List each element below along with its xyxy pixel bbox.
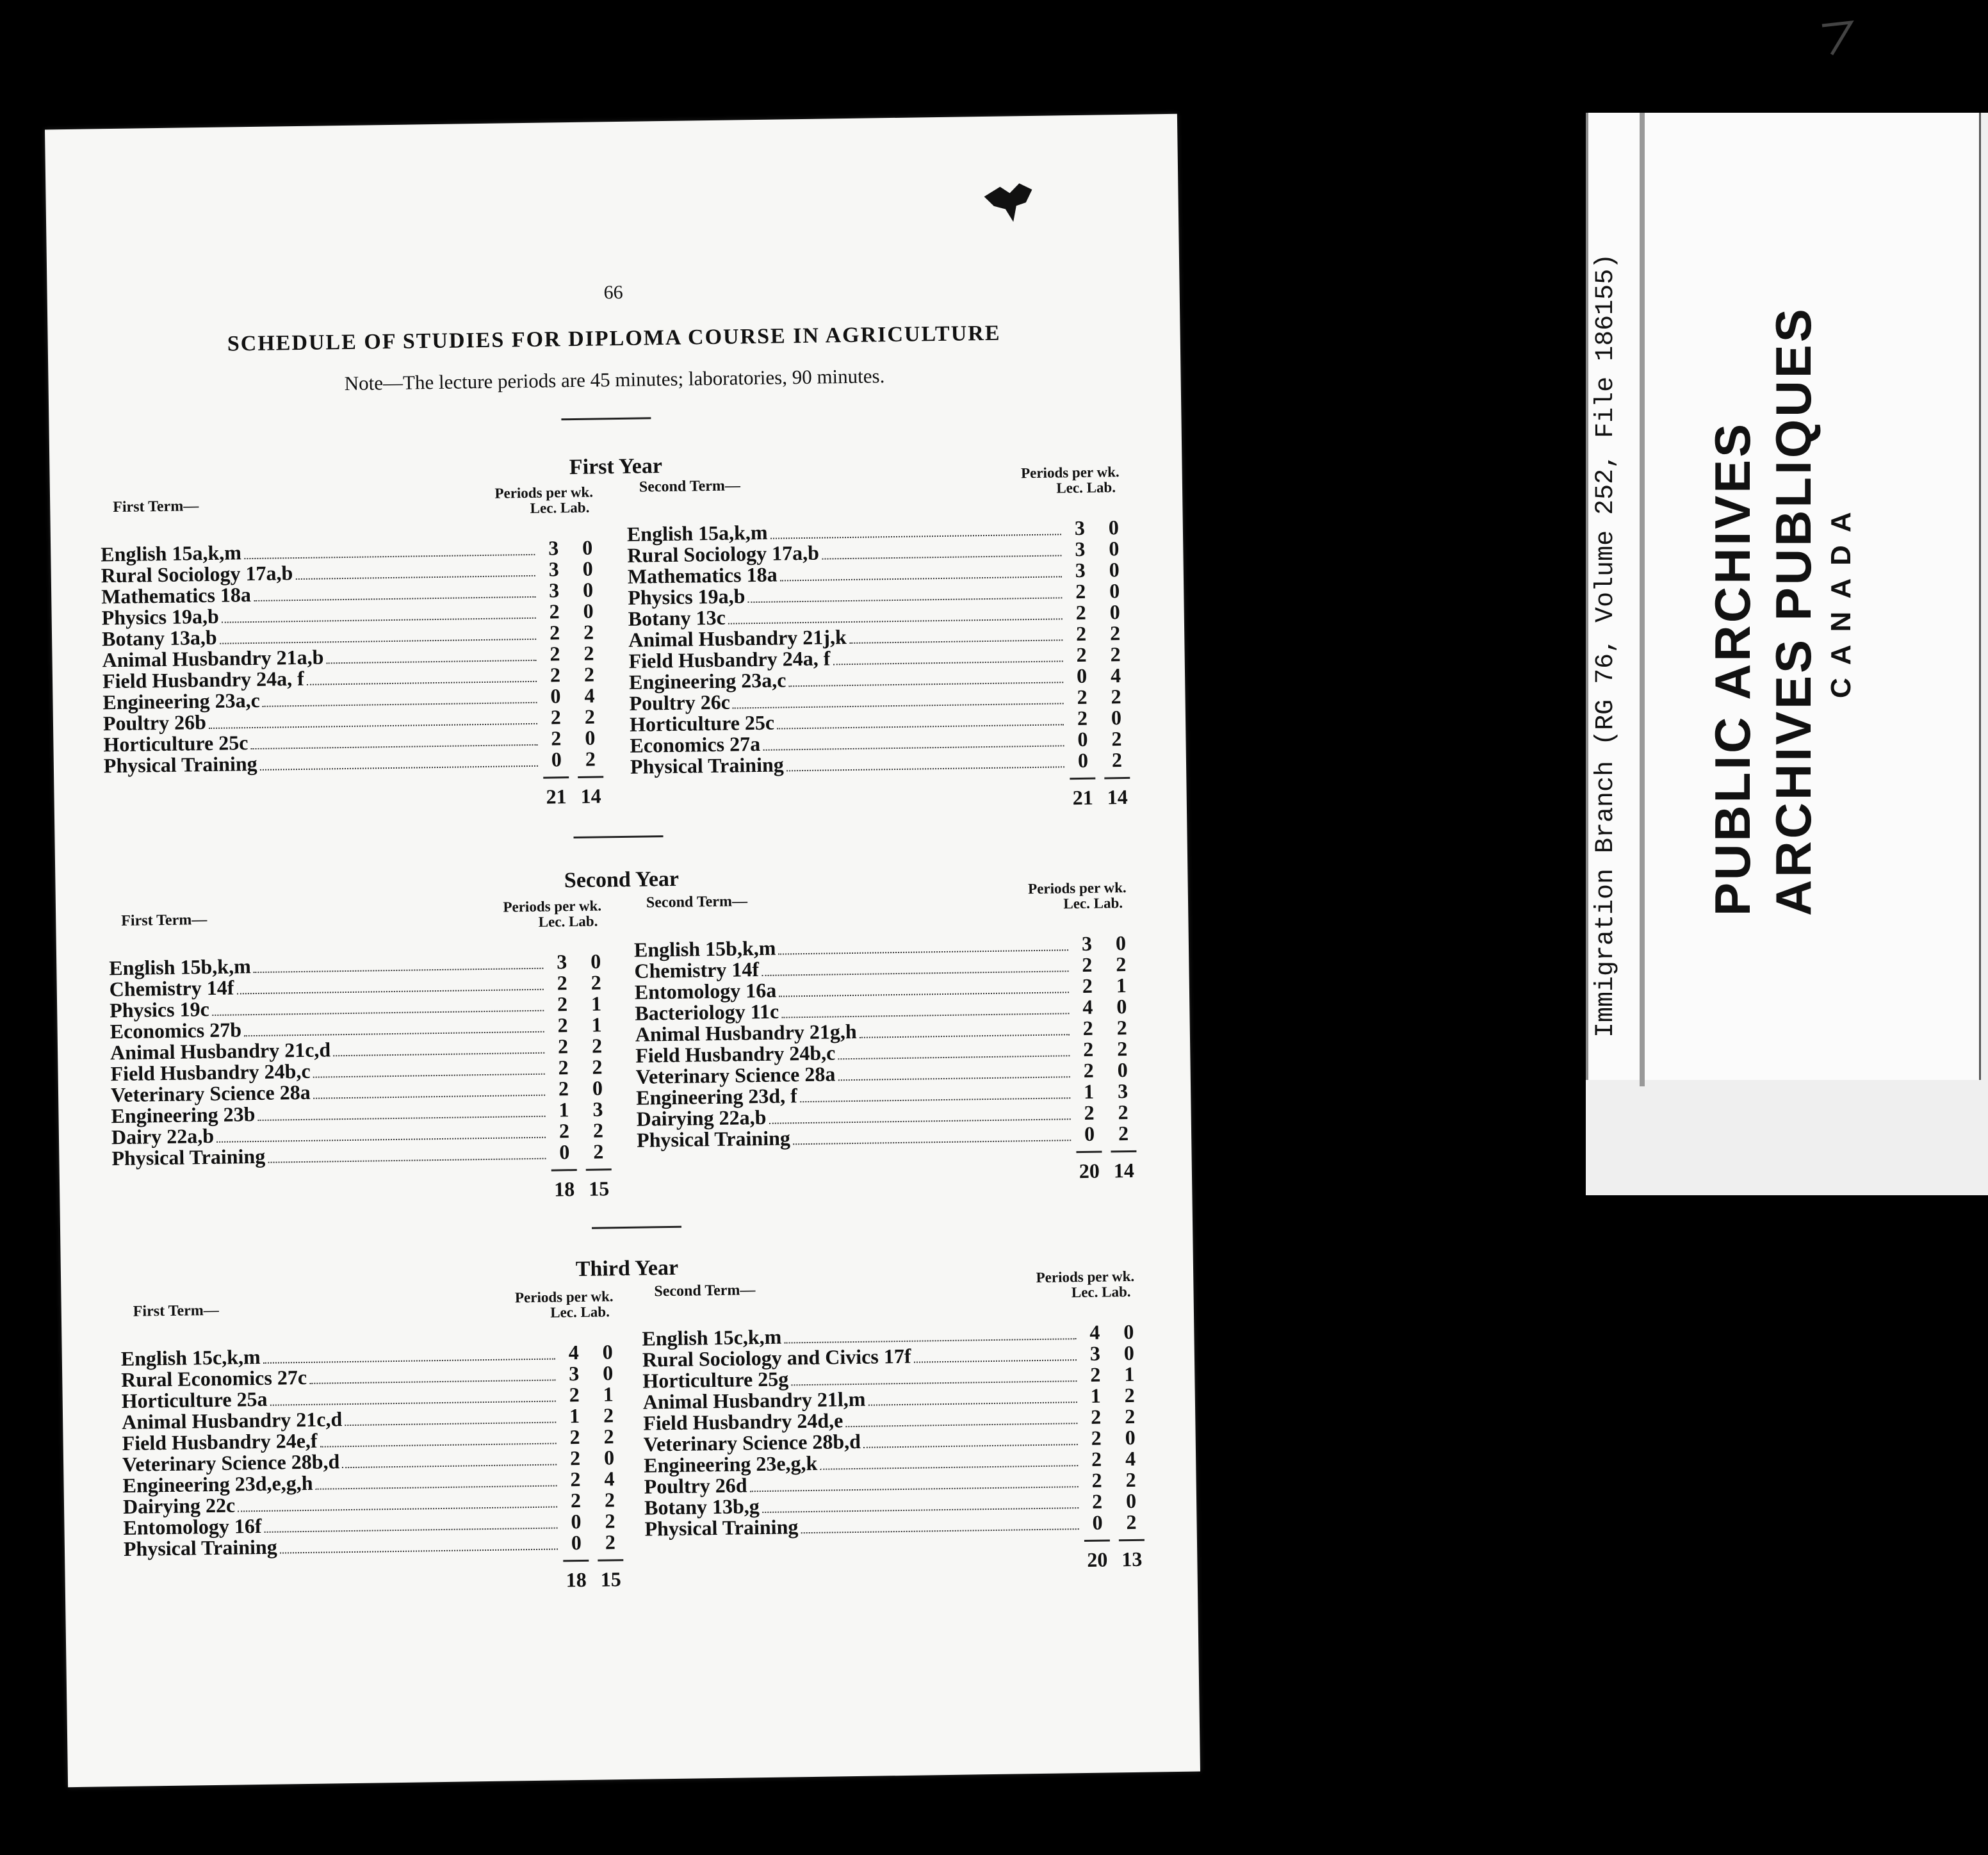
lecture-periods: 2	[1091, 1468, 1102, 1492]
periods-header: Periods per wk. Lec. Lab.	[1027, 879, 1127, 912]
subject-name: Rural Sociology 17a,b	[627, 541, 820, 567]
subject-list	[121, 1340, 630, 1598]
subject-name: Veterinary Science 28a	[110, 1080, 311, 1107]
lab-periods: 4	[1110, 664, 1121, 687]
lecture-periods: 2	[558, 1056, 569, 1079]
lecture-periods: 1	[569, 1404, 580, 1428]
subject-name: Field Husbandry 24b,c	[110, 1059, 311, 1086]
subject-name: Dairying 22c	[122, 1493, 236, 1518]
lab-periods: 2	[1111, 748, 1123, 772]
lab-periods: 0	[582, 557, 593, 580]
lab-periods: 0	[602, 1361, 614, 1385]
subject-name: Animal Husbandry 21c,d	[121, 1407, 343, 1434]
lecture-periods: 2	[551, 726, 562, 750]
lecture-periods: 3	[1075, 558, 1086, 582]
lecture-periods: 0	[1076, 664, 1088, 688]
subject-name: Engineering 23b	[111, 1102, 256, 1128]
lab-periods: 0	[1109, 537, 1120, 560]
lab-periods: 1	[1116, 974, 1127, 997]
periods-header: Periods per wk. Lec. Lab.	[503, 897, 602, 930]
term-column	[120, 1289, 630, 1598]
lecture-periods: 2	[557, 1013, 568, 1037]
subject-name: Physical Training	[111, 1144, 266, 1170]
lab-periods: 2	[583, 662, 595, 686]
lecture-periods: 2	[1090, 1362, 1101, 1386]
subject-name: English 15c,k,m	[642, 1325, 782, 1350]
lab-periods: 1	[1124, 1362, 1135, 1386]
lab-periods: 0	[583, 599, 594, 623]
subject-name: Engineering 23a,c	[628, 668, 786, 694]
subject-name: Engineering 23a,c	[102, 688, 261, 714]
term-column	[633, 880, 1144, 1189]
subject-name: Physical Training	[644, 1515, 799, 1540]
total-lecture: 18	[563, 1560, 589, 1592]
archive-reference: Immigration Branch (RG 76, Volume 252, File 186155)	[1592, 253, 1620, 1038]
term-label: First Term—	[121, 911, 208, 929]
lab-periods: 3	[1117, 1079, 1128, 1103]
year-title-first: First Year	[569, 454, 663, 480]
dot-leader	[280, 1549, 558, 1554]
subject-name: Field Husbandry 24a, f	[102, 666, 304, 693]
lecture-periods: 2	[1082, 1037, 1094, 1061]
lecture-periods: 2	[569, 1383, 580, 1407]
lecture-periods: 2	[1091, 1447, 1102, 1471]
subject-name: Mathematics 18a	[101, 583, 252, 609]
subject-name: Veterinary Science 28a	[635, 1062, 836, 1088]
lecture-periods: 2	[1077, 685, 1088, 709]
lab-periods: 2	[603, 1403, 614, 1427]
archive-name-french: ARCHIVES PUBLIQUES	[1765, 306, 1821, 916]
lab-periods: 0	[1111, 706, 1122, 730]
lecture-periods: 3	[568, 1362, 580, 1385]
lab-periods: 0	[1108, 516, 1120, 539]
lecture-periods: 0	[550, 684, 561, 708]
subject-name: English 15c,k,m	[120, 1344, 261, 1370]
subject-name: Horticulture 25a	[121, 1387, 268, 1412]
dot-leader	[793, 1140, 1071, 1145]
total-lecture: 20	[1084, 1539, 1111, 1572]
total-lecture: 18	[551, 1169, 578, 1202]
term-label: First Term—	[133, 1302, 219, 1320]
subject-name: Veterinary Science 28b,d	[122, 1450, 340, 1476]
lecture-periods: 2	[1090, 1405, 1102, 1428]
lab-periods: 2	[585, 747, 596, 771]
dot-leader	[342, 1464, 557, 1469]
divider	[592, 1226, 681, 1229]
lecture-periods: 2	[1084, 1100, 1095, 1124]
subject-name: Poultry 26d	[644, 1473, 747, 1498]
subject-name: Mathematics 18a	[627, 562, 778, 588]
lab-periods: 0	[582, 535, 593, 559]
lecture-periods: 0	[559, 1140, 570, 1164]
lab-periods: 2	[1116, 1016, 1128, 1040]
dot-leader	[268, 1158, 546, 1163]
lab-periods: 2	[604, 1488, 615, 1512]
subject-name: English 15b,k,m	[109, 954, 251, 980]
lecture-periods: 2	[1082, 952, 1093, 976]
lab-periods: 2	[1110, 642, 1121, 666]
dot-leader	[849, 639, 1063, 644]
dot-leader	[260, 765, 538, 771]
subject-name: Entomology 16f	[123, 1514, 262, 1539]
lab-periods: 2	[1126, 1510, 1137, 1534]
dot-leader	[860, 1034, 1070, 1038]
term-column	[626, 464, 1137, 816]
term-label: Second Term—	[646, 893, 748, 911]
subject-list	[109, 949, 618, 1207]
term-column	[108, 898, 619, 1207]
year-title-second: Second Year	[564, 867, 680, 893]
subject-name: Animal Husbandry 21j,k	[628, 625, 847, 651]
lab-periods: 0	[1115, 931, 1127, 955]
subject-name: Physical Training	[123, 1535, 277, 1560]
lecture-periods: 2	[550, 705, 562, 729]
lecture-periods: 2	[1083, 1058, 1094, 1082]
lab-periods: 2	[1109, 621, 1121, 645]
lab-periods: 2	[603, 1425, 614, 1448]
subject-name: Physics 19c	[109, 997, 210, 1022]
lab-periods: 0	[1109, 558, 1120, 582]
total-lecture: 20	[1076, 1151, 1102, 1184]
lab-periods: 2	[591, 1034, 603, 1058]
dot-leader	[914, 1359, 1077, 1363]
total-lab: 15	[586, 1168, 612, 1201]
lecture-periods: 2	[569, 1446, 581, 1470]
lecture-periods: 2	[570, 1488, 582, 1512]
dot-leader	[327, 660, 537, 664]
lab-periods: 2	[1116, 952, 1127, 976]
term-label: Second Term—	[639, 477, 741, 496]
lab-periods: 2	[1124, 1404, 1136, 1428]
lab-periods: 2	[593, 1140, 604, 1163]
lecture-periods: 2	[557, 971, 567, 995]
lab-periods: 2	[584, 705, 596, 728]
subject-name: Dairy 22a,b	[111, 1124, 215, 1149]
lecture-periods: 1	[1083, 1079, 1095, 1103]
term-totals	[637, 1150, 1144, 1189]
lab-periods: 2	[591, 970, 601, 994]
lab-periods: 0	[1123, 1341, 1135, 1365]
lab-periods: 4	[1125, 1446, 1136, 1471]
subject-name: Veterinary Science 28b,d	[643, 1429, 861, 1456]
lab-periods: 2	[605, 1509, 615, 1533]
lecture-periods: 2	[558, 1119, 570, 1143]
lecture-periods: 2	[557, 1034, 569, 1058]
periods-header: Periods per wk. Lec. Lab.	[1020, 464, 1120, 496]
subject-name: Animal Husbandry 21a,b	[102, 645, 324, 672]
dot-leader	[345, 1422, 556, 1426]
lab-periods: 1	[603, 1382, 614, 1406]
subject-name: Economics 27a	[630, 731, 761, 757]
term-column	[100, 484, 610, 815]
lab-periods: 0	[590, 949, 601, 973]
lab-periods: 1	[591, 992, 602, 1015]
lecture-periods: 0	[1077, 748, 1089, 772]
lecture-periods: 2	[549, 600, 560, 623]
subject-name: Chemistry 14f	[109, 976, 234, 1001]
lecture-periods: 2	[1091, 1489, 1103, 1513]
lab-periods: 2	[1124, 1383, 1136, 1407]
document-page	[45, 114, 1200, 1787]
subject-name: Engineering 23d, f	[635, 1084, 798, 1109]
subject-name: Horticulture 25c	[103, 731, 248, 756]
lecture-periods: 2	[1077, 706, 1088, 730]
lecture-periods: 2	[1075, 621, 1087, 646]
year-title-third: Third Year	[575, 1255, 679, 1282]
dot-leader	[333, 1052, 544, 1057]
total-lecture: 21	[1070, 778, 1096, 810]
divider	[574, 835, 664, 838]
lab-periods: 2	[583, 641, 594, 665]
lab-periods: 0	[592, 1076, 603, 1100]
lecture-periods: 2	[1082, 1016, 1094, 1040]
lab-periods: 2	[1111, 685, 1121, 708]
lecture-periods: 3	[548, 557, 559, 581]
lecture-periods: 0	[1092, 1510, 1103, 1534]
lecture-periods: 0	[571, 1530, 582, 1555]
subject-name: Field Husbandry 24d,e	[643, 1409, 843, 1435]
subject-name: Engineering 23d,e,g,h	[122, 1471, 313, 1497]
lecture-periods: 2	[1082, 974, 1093, 997]
lecture-periods: 2	[550, 663, 561, 687]
lab-periods: 2	[592, 1055, 603, 1079]
label-edge	[1640, 113, 1645, 1086]
ink-blot	[981, 180, 1039, 225]
subject-list	[634, 931, 1143, 1189]
lab-periods: 2	[1116, 1037, 1128, 1061]
subject-name: Rural Sociology and Civics 17f	[642, 1344, 911, 1371]
lecture-periods: 2	[558, 1077, 569, 1100]
term-totals	[630, 777, 1137, 816]
subject-name: Animal Husbandry 21g,h	[635, 1019, 857, 1046]
lab-periods: 2	[1125, 1467, 1136, 1492]
subject-name: Field Husbandry 24e,f	[122, 1428, 318, 1455]
periods-header: Periods per wk. Lec. Lab.	[1036, 1268, 1135, 1301]
periods-header: Periods per wk. Lec. Lab.	[494, 484, 594, 516]
total-lab: 14	[1111, 1150, 1137, 1183]
subject-name: Bacteriology 11c	[635, 999, 779, 1025]
term-totals	[124, 1559, 630, 1598]
lecture-periods: 0	[551, 748, 562, 771]
lab-periods: 4	[604, 1467, 615, 1491]
subject-name: Engineering 23e,g,k	[643, 1451, 818, 1477]
subject-name: Poultry 26c	[629, 690, 731, 715]
lab-periods: 0	[602, 1340, 613, 1364]
lab-periods: 2	[1118, 1100, 1128, 1124]
divider	[561, 417, 651, 420]
subject-name: Horticulture 25g	[642, 1367, 789, 1393]
dot-leader	[868, 1401, 1077, 1406]
subject-name: Horticulture 25c	[629, 710, 775, 736]
lecture-periods: 2	[1075, 579, 1086, 603]
dot-leader	[863, 1444, 1078, 1448]
subject-name: Physical Training	[636, 1126, 791, 1152]
subject-list	[101, 535, 610, 815]
subject-name: Dairying 22a,b	[636, 1105, 767, 1131]
term-column	[641, 1269, 1152, 1578]
lecture-periods: 0	[571, 1509, 582, 1533]
lab-periods: 0	[582, 578, 594, 601]
lecture-periods: 2	[550, 642, 560, 666]
total-lab: 13	[1119, 1539, 1145, 1572]
subject-name: English 15a,k,m	[626, 520, 768, 546]
lecture-periods: 1	[558, 1098, 569, 1122]
lecture-periods: 2	[569, 1425, 580, 1449]
subject-name: Animal Husbandry 21c,d	[110, 1038, 331, 1065]
total-lecture: 21	[543, 776, 569, 809]
lecture-periods: 3	[548, 536, 559, 560]
lab-periods: 0	[585, 726, 596, 749]
lab-periods: 0	[1109, 579, 1120, 603]
lecture-periods: 2	[557, 992, 568, 1016]
total-lab: 14	[578, 776, 604, 808]
total-lab: 15	[598, 1559, 624, 1592]
subject-name: Rural Sociology 17a,b	[101, 561, 293, 587]
subject-name: Chemistry 14f	[634, 958, 760, 983]
document-title: SCHEDULE OF STUDIES FOR DIPLOMA COURSE IN AGRICULTURE	[227, 321, 1001, 356]
subject-list	[642, 1320, 1151, 1578]
subject-name: Physical Training	[630, 753, 784, 778]
lab-periods: 0	[1109, 600, 1120, 624]
lecture-periods: 0	[1077, 727, 1088, 751]
subject-name: English 15b,k,m	[633, 936, 776, 961]
lab-periods: 4	[584, 683, 595, 707]
lecture-periods: 3	[548, 578, 560, 602]
subject-name: Economics 27b	[110, 1018, 242, 1043]
subject-name: Botany 13c	[628, 605, 726, 630]
subject-name: Animal Husbandry 21l,m	[642, 1387, 866, 1414]
subject-name: Physics 19a,b	[101, 604, 220, 630]
lecture-periods: 3	[1074, 516, 1086, 540]
lecture-periods: 3	[1089, 1341, 1101, 1365]
lecture-periods: 4	[1089, 1320, 1100, 1344]
subject-name: Physics 19a,b	[628, 584, 745, 609]
term-totals	[104, 776, 610, 815]
background-shadow	[1787, 0, 1988, 110]
archive-name-english: PUBLIC ARCHIVES	[1704, 421, 1761, 916]
lab-periods: 0	[1123, 1320, 1134, 1344]
lecture-periods: 2	[570, 1467, 581, 1491]
subject-list	[627, 516, 1137, 816]
lab-periods: 0	[1117, 1058, 1128, 1082]
total-lab: 14	[1104, 777, 1130, 810]
dot-leader	[801, 1528, 1079, 1533]
lab-periods: 0	[603, 1446, 615, 1469]
subject-name: Field Husbandry 24a, f	[628, 646, 831, 673]
term-label: First Term—	[113, 498, 199, 516]
lab-periods: 1	[591, 1013, 602, 1036]
lab-periods: 2	[605, 1530, 616, 1554]
lecture-periods: 3	[1075, 537, 1086, 561]
lab-periods: 0	[1125, 1489, 1137, 1513]
dot-leader	[786, 766, 1064, 771]
subject-name: Physical Training	[103, 751, 257, 778]
term-label: Second Term—	[654, 1282, 756, 1300]
lab-periods: 2	[1118, 1121, 1129, 1145]
subject-name: Poultry 26b	[102, 710, 207, 735]
pencil-mark	[1819, 19, 1857, 58]
lecture-periods: 1	[1090, 1384, 1102, 1407]
lecture-periods: 2	[1091, 1426, 1102, 1450]
document-note: Note—The lecture periods are 45 minutes; laboratories, 90 minutes.	[344, 364, 885, 395]
lab-periods: 2	[1111, 727, 1122, 751]
subject-name: Field Husbandry 24b,c	[635, 1041, 836, 1067]
lecture-periods: 4	[1082, 995, 1093, 1018]
subject-name: Entomology 16a	[634, 978, 777, 1004]
subject-name: English 15a,k,m	[101, 541, 242, 566]
lecture-periods: 2	[1075, 600, 1086, 625]
subject-name: Rural Economics 27c	[121, 1365, 307, 1391]
archive-country: CANADA	[1825, 499, 1857, 698]
lecture-periods: 0	[1084, 1122, 1095, 1145]
lecture-periods: 4	[568, 1341, 579, 1364]
subject-name: Botany 13a,b	[101, 625, 217, 651]
subject-name: Botany 13b,g	[644, 1494, 760, 1519]
term-totals	[112, 1168, 619, 1207]
page-number: 66	[603, 281, 623, 304]
lab-periods: 0	[1116, 995, 1127, 1018]
periods-header: Periods per wk. Lec. Lab.	[514, 1288, 614, 1321]
lecture-periods: 3	[556, 950, 567, 974]
term-totals	[645, 1539, 1152, 1578]
lab-periods: 2	[592, 1118, 604, 1142]
lecture-periods: 2	[549, 621, 560, 644]
lab-periods: 0	[1125, 1425, 1136, 1450]
lecture-periods: 2	[1076, 642, 1087, 667]
lecture-periods: 3	[1081, 931, 1093, 955]
lab-periods: 3	[592, 1097, 603, 1121]
lab-periods: 2	[583, 620, 594, 644]
